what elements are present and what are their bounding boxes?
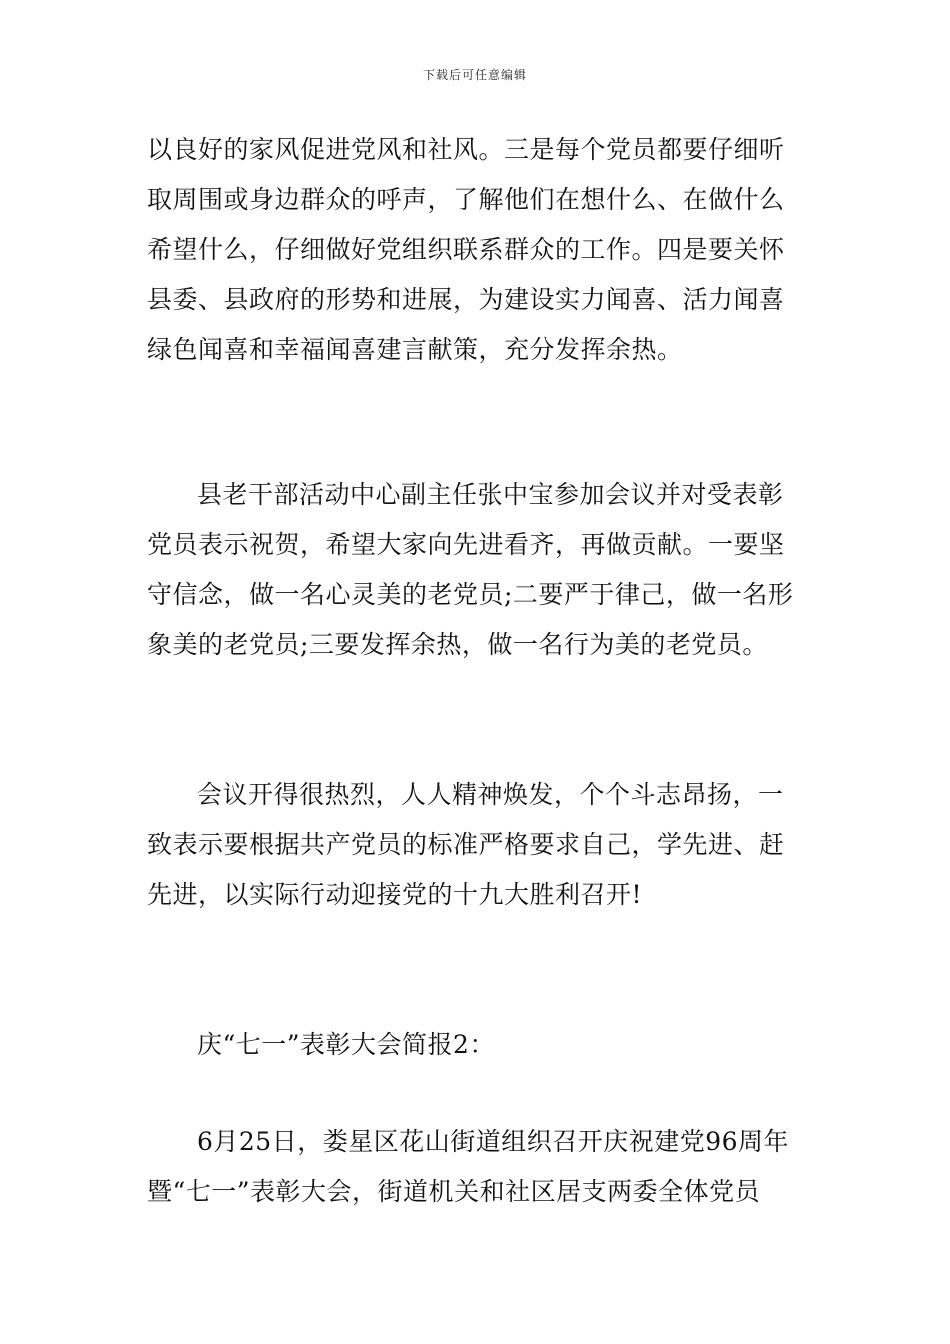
page-header-note: 下载后可任意编辑 xyxy=(422,68,527,82)
paragraph-3-line-1: 会议开得很热烈，人人精神焕发，个个斗志昂扬，一 xyxy=(197,780,784,809)
section-heading: 庆“七一”表彰大会简报2： xyxy=(197,1030,495,1059)
paragraph-1-line-2: 取周围或身边群众的呼声，了解他们在想什么、在做什么 xyxy=(147,185,785,214)
paragraph-3-line-3: 先进，以实际行动迎接党的十九大胜利召开! xyxy=(147,880,643,909)
paragraph-5-line-2: 暨“七一”表彰大会，街道机关和社区居支两委全体党员 xyxy=(147,1177,761,1206)
paragraph-2-line-4: 象美的老党员;三要发挥余热，做一名行为美的老党员。 xyxy=(147,630,768,659)
paragraph-1-line-4: 县委、县政府的形势和进展，为建设实力闻喜、活力闻喜 xyxy=(147,285,785,314)
paragraph-5-line-1: 6月25日，娄星区花山街道组织召开庆祝建党96周年 xyxy=(197,1127,790,1156)
paragraph-3-line-2: 致表示要根据共产党员的标准严格要求自己，学先进、赶 xyxy=(147,830,785,859)
paragraph-2-line-3: 守信念，做一名心灵美的老党员;二要严于律己，做一名形 xyxy=(147,580,794,609)
paragraph-1-line-1: 以良好的家风促进党风和社风。三是每个党员都要仔细听 xyxy=(147,135,785,164)
paragraph-2-line-2: 党员表示祝贺，希望大家向先进看齐，再做贡献。一要坚 xyxy=(147,530,785,559)
paragraph-1-line-5: 绿色闻喜和幸福闻喜建言献策，充分发挥余热。 xyxy=(147,335,683,364)
paragraph-2-line-1: 县老干部活动中心副主任张中宝参加会议并对受表彰 xyxy=(197,480,784,509)
paragraph-1-line-3: 希望什么，仔细做好党组织联系群众的工作。四是要关怀 xyxy=(147,235,785,264)
